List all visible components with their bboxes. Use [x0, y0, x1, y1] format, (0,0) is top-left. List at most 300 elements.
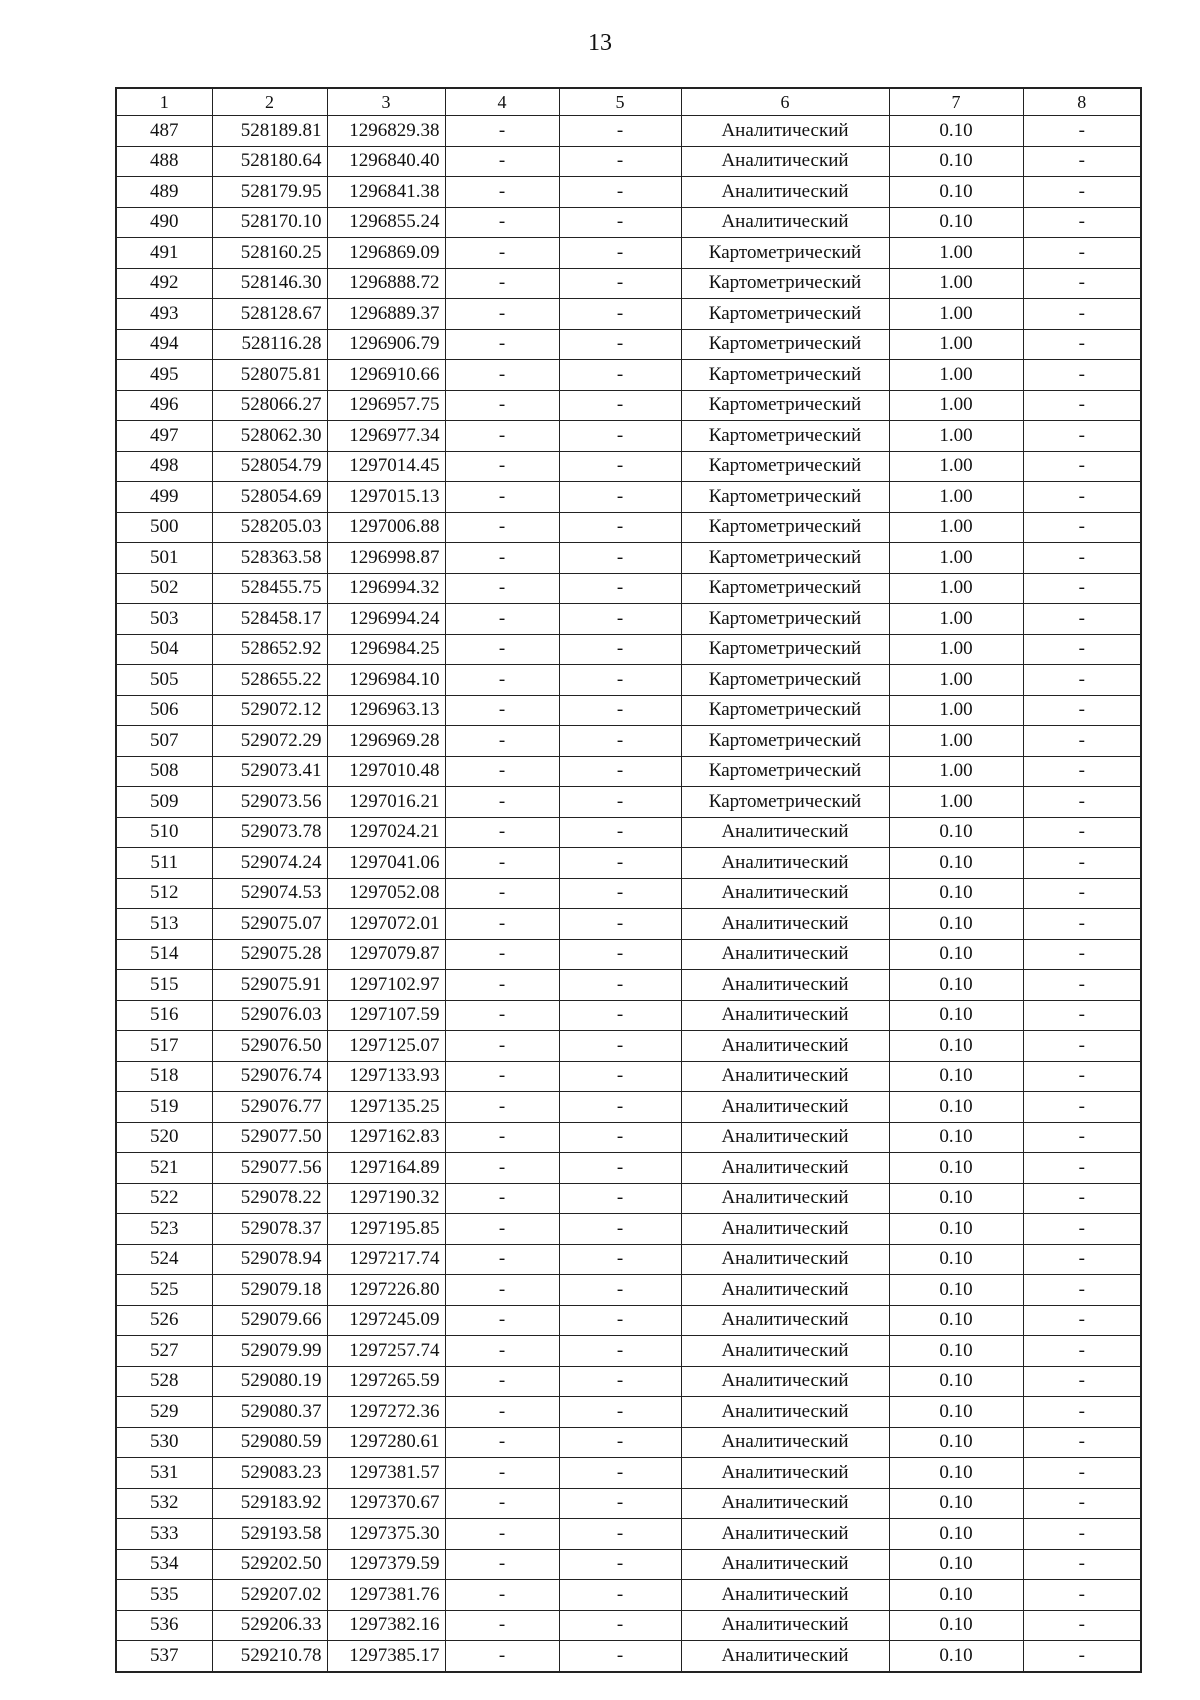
column-4-cell: - [445, 1122, 559, 1153]
table-row [116, 970, 1141, 1001]
table-row [116, 1610, 1141, 1641]
table-row [116, 268, 1141, 299]
x-coordinate-cell: 529076.77 [212, 1092, 327, 1123]
table-row [116, 146, 1141, 177]
x-coordinate-cell: 529072.12 [212, 695, 327, 726]
point-number-cell: 510 [116, 817, 212, 848]
column-4-cell: - [445, 726, 559, 757]
y-coordinate-cell: 1297014.45 [327, 451, 445, 482]
column-5-cell: - [559, 360, 681, 391]
x-coordinate-cell: 529080.37 [212, 1397, 327, 1428]
column-5-cell: - [559, 1305, 681, 1336]
point-number-cell: 512 [116, 878, 212, 909]
point-number-cell: 487 [116, 116, 212, 147]
table-row [116, 939, 1141, 970]
method-cell: Аналитический [681, 1031, 889, 1062]
column-4-cell: - [445, 1366, 559, 1397]
column-5-cell: - [559, 817, 681, 848]
x-coordinate-cell: 529078.37 [212, 1214, 327, 1245]
table-row [116, 1214, 1141, 1245]
table-row [116, 848, 1141, 879]
accuracy-cell: 1.00 [889, 451, 1023, 482]
column-5-cell: - [559, 848, 681, 879]
column-header-8: 8 [1023, 88, 1141, 116]
column-5-cell: - [559, 329, 681, 360]
column-8-cell: - [1023, 665, 1141, 696]
table-row [116, 756, 1141, 787]
column-8-cell: - [1023, 939, 1141, 970]
x-coordinate-cell: 529183.92 [212, 1488, 327, 1519]
y-coordinate-cell: 1296906.79 [327, 329, 445, 360]
y-coordinate-cell: 1297052.08 [327, 878, 445, 909]
point-number-cell: 518 [116, 1061, 212, 1092]
accuracy-cell: 0.10 [889, 177, 1023, 208]
y-coordinate-cell: 1297125.07 [327, 1031, 445, 1062]
column-8-cell: - [1023, 1488, 1141, 1519]
method-cell: Аналитический [681, 1610, 889, 1641]
accuracy-cell: 0.10 [889, 848, 1023, 879]
column-8-cell: - [1023, 604, 1141, 635]
accuracy-cell: 1.00 [889, 665, 1023, 696]
accuracy-cell: 0.10 [889, 146, 1023, 177]
method-cell: Аналитический [681, 177, 889, 208]
column-4-cell: - [445, 451, 559, 482]
point-number-cell: 515 [116, 970, 212, 1001]
x-coordinate-cell: 529210.78 [212, 1641, 327, 1672]
column-4-cell: - [445, 238, 559, 269]
column-header-2: 2 [212, 88, 327, 116]
y-coordinate-cell: 1296841.38 [327, 177, 445, 208]
y-coordinate-cell: 1297016.21 [327, 787, 445, 818]
table-row [116, 1000, 1141, 1031]
method-cell: Аналитический [681, 848, 889, 879]
x-coordinate-cell: 529075.28 [212, 939, 327, 970]
column-8-cell: - [1023, 970, 1141, 1001]
column-8-cell: - [1023, 421, 1141, 452]
method-cell: Аналитический [681, 1580, 889, 1611]
column-4-cell: - [445, 1610, 559, 1641]
accuracy-cell: 0.10 [889, 1458, 1023, 1489]
x-coordinate-cell: 528455.75 [212, 573, 327, 604]
table-row [116, 1549, 1141, 1580]
method-cell: Аналитический [681, 1397, 889, 1428]
column-5-cell: - [559, 1549, 681, 1580]
column-8-cell: - [1023, 817, 1141, 848]
column-4-cell: - [445, 207, 559, 238]
table-row [116, 329, 1141, 360]
point-number-cell: 537 [116, 1641, 212, 1672]
accuracy-cell: 1.00 [889, 360, 1023, 391]
accuracy-cell: 0.10 [889, 1519, 1023, 1550]
y-coordinate-cell: 1297102.97 [327, 970, 445, 1001]
x-coordinate-cell: 529077.56 [212, 1153, 327, 1184]
column-8-cell: - [1023, 360, 1141, 391]
column-8-cell: - [1023, 1122, 1141, 1153]
x-coordinate-cell: 528116.28 [212, 329, 327, 360]
method-cell: Картометрический [681, 695, 889, 726]
x-coordinate-cell: 528179.95 [212, 177, 327, 208]
column-8-cell: - [1023, 1580, 1141, 1611]
column-4-cell: - [445, 299, 559, 330]
point-number-cell: 509 [116, 787, 212, 818]
accuracy-cell: 0.10 [889, 817, 1023, 848]
column-5-cell: - [559, 1458, 681, 1489]
column-4-cell: - [445, 756, 559, 787]
table-row [116, 390, 1141, 421]
y-coordinate-cell: 1297265.59 [327, 1366, 445, 1397]
accuracy-cell: 0.10 [889, 970, 1023, 1001]
column-4-cell: - [445, 634, 559, 665]
column-4-cell: - [445, 1061, 559, 1092]
column-5-cell: - [559, 1061, 681, 1092]
method-cell: Аналитический [681, 1000, 889, 1031]
accuracy-cell: 0.10 [889, 1549, 1023, 1580]
column-5-cell: - [559, 604, 681, 635]
x-coordinate-cell: 529080.59 [212, 1427, 327, 1458]
accuracy-cell: 0.10 [889, 1061, 1023, 1092]
accuracy-cell: 0.10 [889, 1397, 1023, 1428]
column-4-cell: - [445, 268, 559, 299]
accuracy-cell: 0.10 [889, 1183, 1023, 1214]
table-row [116, 665, 1141, 696]
y-coordinate-cell: 1296984.10 [327, 665, 445, 696]
method-cell: Картометрический [681, 390, 889, 421]
x-coordinate-cell: 529073.56 [212, 787, 327, 818]
column-8-cell: - [1023, 512, 1141, 543]
column-8-cell: - [1023, 1305, 1141, 1336]
column-8-cell: - [1023, 573, 1141, 604]
point-number-cell: 490 [116, 207, 212, 238]
accuracy-cell: 1.00 [889, 421, 1023, 452]
column-5-cell: - [559, 970, 681, 1001]
column-5-cell: - [559, 543, 681, 574]
point-number-cell: 513 [116, 909, 212, 940]
method-cell: Аналитический [681, 1183, 889, 1214]
table-row [116, 1580, 1141, 1611]
x-coordinate-cell: 528062.30 [212, 421, 327, 452]
point-number-cell: 534 [116, 1549, 212, 1580]
table-row [116, 1244, 1141, 1275]
x-coordinate-cell: 528205.03 [212, 512, 327, 543]
table-row [116, 726, 1141, 757]
point-number-cell: 516 [116, 1000, 212, 1031]
x-coordinate-cell: 528160.25 [212, 238, 327, 269]
method-cell: Картометрический [681, 543, 889, 574]
y-coordinate-cell: 1296855.24 [327, 207, 445, 238]
method-cell: Аналитический [681, 207, 889, 238]
table-row [116, 1519, 1141, 1550]
column-4-cell: - [445, 695, 559, 726]
x-coordinate-cell: 528189.81 [212, 116, 327, 147]
method-cell: Картометрический [681, 482, 889, 513]
column-5-cell: - [559, 1153, 681, 1184]
column-4-cell: - [445, 1000, 559, 1031]
column-header-3: 3 [327, 88, 445, 116]
accuracy-cell: 0.10 [889, 939, 1023, 970]
column-5-cell: - [559, 421, 681, 452]
column-4-cell: - [445, 177, 559, 208]
accuracy-cell: 0.10 [889, 116, 1023, 147]
column-4-cell: - [445, 1580, 559, 1611]
column-8-cell: - [1023, 1610, 1141, 1641]
y-coordinate-cell: 1296888.72 [327, 268, 445, 299]
method-cell: Картометрический [681, 360, 889, 391]
method-cell: Аналитический [681, 1427, 889, 1458]
point-number-cell: 528 [116, 1366, 212, 1397]
x-coordinate-cell: 528655.22 [212, 665, 327, 696]
accuracy-cell: 1.00 [889, 482, 1023, 513]
column-5-cell: - [559, 451, 681, 482]
accuracy-cell: 0.10 [889, 1000, 1023, 1031]
accuracy-cell: 0.10 [889, 1488, 1023, 1519]
method-cell: Картометрический [681, 787, 889, 818]
column-4-cell: - [445, 146, 559, 177]
x-coordinate-cell: 529079.99 [212, 1336, 327, 1367]
table-row [116, 1458, 1141, 1489]
y-coordinate-cell: 1296889.37 [327, 299, 445, 330]
column-8-cell: - [1023, 1244, 1141, 1275]
point-number-cell: 506 [116, 695, 212, 726]
method-cell: Картометрический [681, 299, 889, 330]
y-coordinate-cell: 1296969.28 [327, 726, 445, 757]
table-row [116, 1641, 1141, 1672]
column-4-cell: - [445, 1214, 559, 1245]
point-number-cell: 523 [116, 1214, 212, 1245]
column-4-cell: - [445, 1488, 559, 1519]
x-coordinate-cell: 529206.33 [212, 1610, 327, 1641]
point-number-cell: 520 [116, 1122, 212, 1153]
y-coordinate-cell: 1297107.59 [327, 1000, 445, 1031]
column-4-cell: - [445, 1244, 559, 1275]
column-8-cell: - [1023, 1641, 1141, 1672]
table-row [116, 116, 1141, 147]
table-row [116, 817, 1141, 848]
column-5-cell: - [559, 634, 681, 665]
point-number-cell: 491 [116, 238, 212, 269]
accuracy-cell: 1.00 [889, 512, 1023, 543]
accuracy-cell: 0.10 [889, 1427, 1023, 1458]
accuracy-cell: 1.00 [889, 390, 1023, 421]
point-number-cell: 500 [116, 512, 212, 543]
x-coordinate-cell: 529073.78 [212, 817, 327, 848]
column-5-cell: - [559, 909, 681, 940]
accuracy-cell: 1.00 [889, 299, 1023, 330]
column-5-cell: - [559, 177, 681, 208]
table-row [116, 909, 1141, 940]
accuracy-cell: 0.10 [889, 1031, 1023, 1062]
y-coordinate-cell: 1297079.87 [327, 939, 445, 970]
column-8-cell: - [1023, 909, 1141, 940]
column-5-cell: - [559, 116, 681, 147]
y-coordinate-cell: 1297010.48 [327, 756, 445, 787]
table-row [116, 1275, 1141, 1306]
column-5-cell: - [559, 299, 681, 330]
column-5-cell: - [559, 1519, 681, 1550]
method-cell: Аналитический [681, 1488, 889, 1519]
column-5-cell: - [559, 1610, 681, 1641]
table-row [116, 1488, 1141, 1519]
column-5-cell: - [559, 1031, 681, 1062]
column-5-cell: - [559, 573, 681, 604]
y-coordinate-cell: 1297041.06 [327, 848, 445, 879]
method-cell: Аналитический [681, 878, 889, 909]
method-cell: Картометрический [681, 451, 889, 482]
x-coordinate-cell: 529074.53 [212, 878, 327, 909]
table-row [116, 238, 1141, 269]
y-coordinate-cell: 1297245.09 [327, 1305, 445, 1336]
accuracy-cell: 1.00 [889, 604, 1023, 635]
y-coordinate-cell: 1297162.83 [327, 1122, 445, 1153]
column-8-cell: - [1023, 1458, 1141, 1489]
x-coordinate-cell: 528054.79 [212, 451, 327, 482]
table-row [116, 1183, 1141, 1214]
accuracy-cell: 0.10 [889, 1305, 1023, 1336]
accuracy-cell: 0.10 [889, 207, 1023, 238]
y-coordinate-cell: 1297257.74 [327, 1336, 445, 1367]
column-8-cell: - [1023, 146, 1141, 177]
column-8-cell: - [1023, 1061, 1141, 1092]
column-5-cell: - [559, 1183, 681, 1214]
point-number-cell: 530 [116, 1427, 212, 1458]
accuracy-cell: 1.00 [889, 573, 1023, 604]
y-coordinate-cell: 1297006.88 [327, 512, 445, 543]
column-5-cell: - [559, 939, 681, 970]
x-coordinate-cell: 529076.74 [212, 1061, 327, 1092]
x-coordinate-cell: 528066.27 [212, 390, 327, 421]
table-row [116, 207, 1141, 238]
column-4-cell: - [445, 1641, 559, 1672]
table-row [116, 1122, 1141, 1153]
column-5-cell: - [559, 1092, 681, 1123]
y-coordinate-cell: 1296998.87 [327, 543, 445, 574]
x-coordinate-cell: 528458.17 [212, 604, 327, 635]
point-number-cell: 527 [116, 1336, 212, 1367]
method-cell: Аналитический [681, 1549, 889, 1580]
accuracy-cell: 1.00 [889, 543, 1023, 574]
point-number-cell: 522 [116, 1183, 212, 1214]
column-4-cell: - [445, 116, 559, 147]
column-4-cell: - [445, 939, 559, 970]
table-row [116, 1153, 1141, 1184]
x-coordinate-cell: 528075.81 [212, 360, 327, 391]
method-cell: Картометрический [681, 421, 889, 452]
column-5-cell: - [559, 1244, 681, 1275]
table-row [116, 604, 1141, 635]
column-4-cell: - [445, 1519, 559, 1550]
column-5-cell: - [559, 1000, 681, 1031]
column-4-cell: - [445, 878, 559, 909]
point-number-cell: 494 [116, 329, 212, 360]
point-number-cell: 524 [116, 1244, 212, 1275]
point-number-cell: 508 [116, 756, 212, 787]
column-5-cell: - [559, 878, 681, 909]
accuracy-cell: 1.00 [889, 695, 1023, 726]
y-coordinate-cell: 1297385.17 [327, 1641, 445, 1672]
column-5-cell: - [559, 390, 681, 421]
column-8-cell: - [1023, 299, 1141, 330]
method-cell: Картометрический [681, 238, 889, 269]
column-5-cell: - [559, 756, 681, 787]
point-number-cell: 507 [116, 726, 212, 757]
column-4-cell: - [445, 1336, 559, 1367]
y-coordinate-cell: 1297024.21 [327, 817, 445, 848]
x-coordinate-cell: 529073.41 [212, 756, 327, 787]
point-number-cell: 493 [116, 299, 212, 330]
column-4-cell: - [445, 1549, 559, 1580]
method-cell: Картометрический [681, 573, 889, 604]
point-number-cell: 519 [116, 1092, 212, 1123]
accuracy-cell: 0.10 [889, 1092, 1023, 1123]
column-header-7: 7 [889, 88, 1023, 116]
column-8-cell: - [1023, 1183, 1141, 1214]
method-cell: Аналитический [681, 146, 889, 177]
table-row [116, 177, 1141, 208]
column-header-4: 4 [445, 88, 559, 116]
y-coordinate-cell: 1297381.76 [327, 1580, 445, 1611]
point-number-cell: 489 [116, 177, 212, 208]
column-4-cell: - [445, 543, 559, 574]
method-cell: Аналитический [681, 970, 889, 1001]
x-coordinate-cell: 529080.19 [212, 1366, 327, 1397]
column-5-cell: - [559, 268, 681, 299]
accuracy-cell: 1.00 [889, 634, 1023, 665]
accuracy-cell: 0.10 [889, 1641, 1023, 1672]
method-cell: Аналитический [681, 1244, 889, 1275]
accuracy-cell: 0.10 [889, 1275, 1023, 1306]
column-8-cell: - [1023, 634, 1141, 665]
point-number-cell: 498 [116, 451, 212, 482]
method-cell: Аналитический [681, 1092, 889, 1123]
y-coordinate-cell: 1297280.61 [327, 1427, 445, 1458]
column-4-cell: - [445, 1275, 559, 1306]
point-number-cell: 521 [116, 1153, 212, 1184]
column-4-cell: - [445, 1031, 559, 1062]
y-coordinate-cell: 1296984.25 [327, 634, 445, 665]
y-coordinate-cell: 1296957.75 [327, 390, 445, 421]
column-8-cell: - [1023, 756, 1141, 787]
y-coordinate-cell: 1297015.13 [327, 482, 445, 513]
point-number-cell: 514 [116, 939, 212, 970]
column-5-cell: - [559, 146, 681, 177]
column-4-cell: - [445, 1458, 559, 1489]
table-row [116, 573, 1141, 604]
column-8-cell: - [1023, 1275, 1141, 1306]
column-5-cell: - [559, 1275, 681, 1306]
column-4-cell: - [445, 1397, 559, 1428]
table-row [116, 1031, 1141, 1062]
method-cell: Аналитический [681, 116, 889, 147]
column-8-cell: - [1023, 787, 1141, 818]
x-coordinate-cell: 528054.69 [212, 482, 327, 513]
table-header-row [116, 88, 1141, 116]
y-coordinate-cell: 1296977.34 [327, 421, 445, 452]
column-5-cell: - [559, 1427, 681, 1458]
column-8-cell: - [1023, 238, 1141, 269]
y-coordinate-cell: 1297226.80 [327, 1275, 445, 1306]
method-cell: Аналитический [681, 1336, 889, 1367]
y-coordinate-cell: 1297195.85 [327, 1214, 445, 1245]
y-coordinate-cell: 1297217.74 [327, 1244, 445, 1275]
column-5-cell: - [559, 1122, 681, 1153]
point-number-cell: 499 [116, 482, 212, 513]
column-4-cell: - [445, 421, 559, 452]
y-coordinate-cell: 1297133.93 [327, 1061, 445, 1092]
column-8-cell: - [1023, 878, 1141, 909]
table-row [116, 634, 1141, 665]
table-row [116, 1305, 1141, 1336]
x-coordinate-cell: 529079.66 [212, 1305, 327, 1336]
y-coordinate-cell: 1296910.66 [327, 360, 445, 391]
